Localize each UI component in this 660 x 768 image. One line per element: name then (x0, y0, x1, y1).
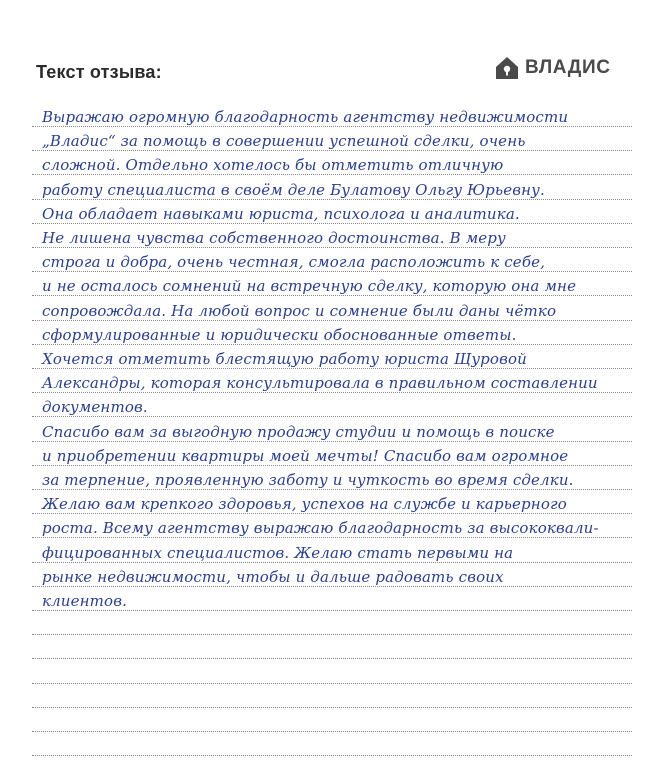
ruled-line (32, 247, 632, 248)
handwritten-line: документов. (42, 398, 148, 417)
handwritten-line: сложной. Отдельно хотелось бы отметить отличную (42, 156, 504, 175)
handwritten-line: рынке недвижимости, чтобы и дальше радовать своих (42, 567, 504, 586)
logo-text: ВЛАДИС (525, 57, 611, 78)
ruled-line (32, 344, 632, 345)
ruled-line (32, 295, 632, 296)
handwritten-line: и не осталось сомнений на встречную сделку, которую она мне (42, 277, 577, 296)
ruled-line (32, 392, 632, 393)
handwritten-line: Она обладает навыками юриста, психолога и аналитика. (42, 204, 520, 223)
handwritten-line: Александры, которая консультировала в правильном составлении (42, 374, 598, 393)
ruled-line (32, 489, 632, 490)
handwritten-line: сформулированные и юридически обоснованные ответы. (42, 325, 517, 344)
ruled-line (32, 610, 632, 611)
ruled-line (32, 658, 632, 659)
ruled-line (32, 683, 632, 684)
handwritten-line: роста. Всему агентству выражаю благодарность за высококвали- (42, 519, 599, 538)
ruled-line (32, 537, 632, 538)
ruled-line (32, 707, 632, 708)
review-text-label: Текст отзыва: (36, 62, 162, 82)
ruled-line (32, 755, 632, 756)
handwritten-line: Желаю вам крепкого здоровья, успехов на службе и карьерного (42, 495, 567, 514)
ruled-line (32, 562, 632, 563)
ruled-line (32, 271, 632, 272)
ruled-line (32, 223, 632, 224)
ruled-line (32, 150, 632, 151)
handwritten-line: „Владис“ за помощь в совершении успешной сделки, очень (42, 132, 526, 151)
vladis-logo (495, 56, 611, 80)
house-icon (495, 56, 519, 80)
ruled-line (32, 174, 632, 175)
ruled-line (32, 731, 632, 732)
handwritten-line: клиентов. (42, 592, 128, 610)
ruled-line (32, 441, 632, 442)
ruled-line (32, 513, 632, 514)
handwritten-line: за терпение, проявленную заботу и чуткость во время сделки. (42, 471, 574, 489)
handwritten-line: Хочется отметить блестящую работу юриста Щуровой (42, 350, 527, 368)
review-sheet (32, 104, 632, 764)
ruled-line (32, 320, 632, 321)
ruled-line (32, 465, 632, 466)
ruled-line (32, 126, 632, 127)
ruled-line (32, 416, 632, 417)
handwritten-line: Спасибо вам за выгодную продажу студии и помощь в поиске (42, 422, 555, 441)
handwritten-line: Не лишена чувства собственного достоинства. В меру (42, 229, 506, 247)
handwritten-line: сопровождала. На любой вопрос и сомнение были даны чётко (42, 301, 557, 320)
ruled-line (32, 368, 632, 369)
handwritten-line: Выражаю огромную благодарность агентству недвижимости (42, 108, 569, 126)
handwritten-line: строга и добра, очень честная, смогла расположить к себе, (42, 253, 546, 272)
ruled-line (32, 199, 632, 200)
handwritten-line: и приобретении квартиры моей мечты! Спасибо вам огромное (42, 446, 569, 465)
ruled-line (32, 586, 632, 587)
handwritten-line: работу специалиста в своём деле Булатову Ольгу Юрьевну. (42, 180, 545, 199)
ruled-line (32, 634, 632, 635)
handwritten-line: фицированных специалистов. Желаю стать первыми на (42, 543, 514, 562)
